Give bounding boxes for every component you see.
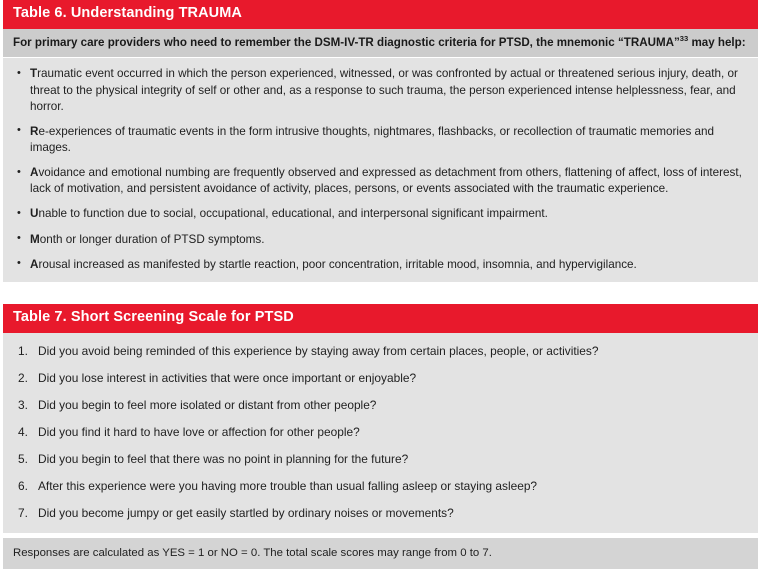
trauma-bullet-text: onth or longer duration of PTSD symptoms. — [39, 232, 265, 246]
question-text: Did you become jumpy or get easily startled by ordinary noises or movements? — [38, 505, 454, 520]
question-number: 5. — [18, 451, 28, 466]
question-text: Did you lose interest in activities that were once important or enjoyable? — [38, 370, 417, 385]
trauma-bullet-text: nable to function due to social, occupational, educational, and interpersonal significant impairment. — [38, 207, 548, 221]
mnemonic-letter: R — [30, 124, 39, 138]
table-7 — [3, 304, 758, 569]
screening-question-item — [18, 452, 748, 467]
screening-question-item — [18, 506, 748, 521]
trauma-bullet-item — [17, 232, 748, 248]
screening-question-item — [18, 344, 748, 359]
trauma-bullet-text: voidance and emotional numbing are frequently observed and expressed as detachment from others, flattening of affect, loss of interest, lack of motivation, and persistent avoidance of activity, places, persons, or events associated with the traumatic experience. — [30, 166, 742, 196]
question-text: Did you begin to feel that there was no point in planning for the future? — [38, 451, 409, 466]
question-text: Did you avoid being reminded of this experience by staying away from certain places, people, or activities? — [38, 343, 599, 358]
question-text: After this experience were you having more trouble than usual falling asleep or staying asleep? — [38, 478, 538, 493]
question-number: 3. — [18, 397, 28, 412]
screening-question-item — [18, 479, 748, 494]
table-6-intro — [3, 29, 758, 58]
screening-question-item — [18, 398, 748, 413]
screening-question-item — [18, 425, 748, 440]
table-7-scoring-note: Responses are calculated as YES = 1 or NO = 0. The total scale scores may range from 0 to 7. — [3, 538, 758, 569]
screening-question-list — [13, 344, 748, 521]
table-6-body — [3, 58, 758, 281]
trauma-bullet-text: raumatic event occurred in which the person experienced, witnessed, or was confronted by actual or threatened serious injury, death, or threat to the physical integrity of self or other and, as a response to such trauma, the person experienced intense helplessness, fear, and horror. — [30, 67, 738, 113]
mnemonic-letter: A — [30, 257, 39, 271]
question-number: 6. — [18, 478, 28, 493]
trauma-bullet-item — [17, 165, 748, 197]
mnemonic-letter: U — [30, 207, 39, 221]
trauma-bullet-text: rousal increased as manifested by startle reaction, poor concentration, irritable mood, insomnia, and hypervigilance. — [38, 257, 637, 271]
question-number: 1. — [18, 343, 28, 358]
trauma-bullet-item — [17, 257, 748, 273]
trauma-bullet-item — [17, 66, 748, 114]
table-7-body — [3, 333, 758, 533]
trauma-bullet-list — [13, 66, 748, 272]
table-6-intro-text-tail: may help: — [688, 35, 746, 49]
table-6-intro-reference: 33 — [679, 34, 689, 44]
trauma-bullet-item — [17, 124, 748, 156]
table-spacer — [3, 282, 758, 304]
question-number: 7. — [18, 505, 28, 520]
trauma-bullet-item — [17, 206, 748, 222]
table-6-title: Table 6. Understanding TRAUMA — [3, 0, 758, 29]
question-number: 2. — [18, 370, 28, 385]
trauma-bullet-text: e-experiences of traumatic events in the form intrusive thoughts, nightmares, flashbacks, or recollection of traumatic memories and images. — [30, 124, 715, 154]
question-number: 4. — [18, 424, 28, 439]
screening-question-item — [18, 371, 748, 386]
question-text: Did you find it hard to have love or affection for other people? — [38, 424, 360, 439]
mnemonic-letter: A — [30, 166, 39, 180]
table-6-intro-text: For primary care providers who need to remember the DSM-IV-TR diagnostic criteria for PTSD, the mnemonic “TRAUMA” — [13, 35, 680, 49]
question-text: Did you begin to feel more isolated or distant from other people? — [38, 397, 377, 412]
mnemonic-letter: M — [30, 232, 40, 246]
mnemonic-letter: T — [30, 67, 38, 81]
table-6 — [3, 0, 758, 282]
table-7-title: Table 7. Short Screening Scale for PTSD — [3, 304, 758, 333]
